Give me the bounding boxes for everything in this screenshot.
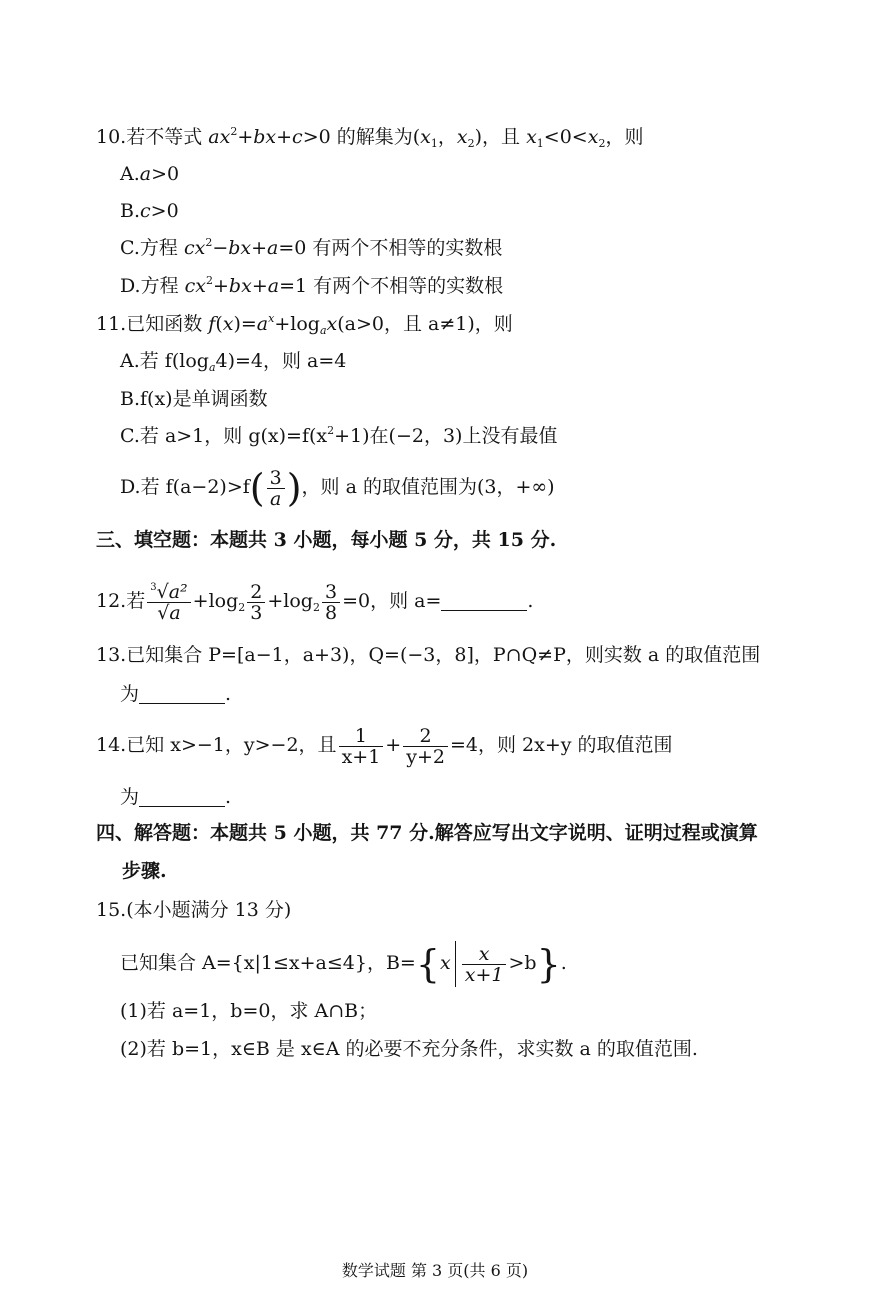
- q15-sets: 已知集合 A={x|1≤x+a≤4}，B={x $\frac{x}{x+1}$ >b}.: [120, 942, 567, 986]
- q12: 12.若 $\frac{^3√a^2}{√a}$ $+\log_2$ $\frac{2}{3}$ $+\log_2$ $\frac{3}{8}$ =0，则 a= .: [96, 580, 534, 624]
- fraction: $\frac{x}{x+1}$: [462, 944, 507, 985]
- q13-line2: 为 .: [120, 683, 232, 705]
- fraction: $\frac{3}{a}$: [267, 468, 285, 509]
- set-builder-bar: [455, 941, 456, 987]
- q11-option-b: B.f(x)是单调函数: [120, 388, 268, 410]
- q14-line1: 14.已知 x>−1，y>−2，且 $\frac{1}{x+1}$ + $\frac{2}{y+2}$ =4，则 2x+y 的取值范围: [96, 724, 673, 768]
- q11-stem: 11.已知函数 $f(x)=a^x+\log_ax(a>0$，且 a≠1)，则: [96, 312, 513, 337]
- fraction: $\frac{2}{3}$: [247, 582, 265, 623]
- fraction: $\frac{3}{8}$: [322, 582, 340, 623]
- q13-line1: 13.已知集合 P=[a−1，a+3)，Q=(−3，8]，P∩Q≠P，则实数 a 的取值范围: [96, 644, 761, 666]
- radical-fraction: $\frac{^3√a^2}{√a}$: [147, 582, 190, 623]
- q15-part1: (1)若 a=1，b=0，求 A∩B；: [120, 1000, 378, 1022]
- q10-option-a: A.a>0: [120, 163, 180, 185]
- q15-header: 15.(本小题满分 13 分): [96, 899, 292, 921]
- answer-blank[interactable]: [441, 592, 527, 611]
- section-4-heading-cont: 步骤.: [122, 860, 167, 882]
- section-3-heading: 三、填空题：本题共 3 小题，每小题 5 分，共 15 分.: [96, 529, 557, 551]
- q11-option-d: D.若 f(a−2)>f( $\frac{3}{a}$ )，则 a 的取值范围为(3，+∞): [120, 466, 555, 510]
- answer-blank[interactable]: [139, 788, 225, 807]
- q10-stem: 10.若不等式 $ax^2+bx+c>0$ 的解集为($x_1$，$x_2$)，且 $x_1<0<x_2$，则: [96, 125, 644, 150]
- q10-option-d: D.方程 $cx^2+bx+a=1$ 有两个不相等的实数根: [120, 274, 504, 297]
- q11-option-c: C.若 a>1，则 $g(x)=f(x^2+1)$在(−2，3)上没有最值: [120, 424, 558, 447]
- q10-option-b: B.c>0: [120, 200, 179, 222]
- answer-blank[interactable]: [139, 685, 225, 704]
- q14-line2: 为 .: [120, 786, 232, 808]
- page-footer: 数学试题 第 3 页(共 6 页): [341, 1261, 529, 1280]
- fraction: $\frac{2}{y+2}$: [403, 726, 448, 767]
- section-4-heading: 四、解答题：本题共 5 小题，共 77 分.解答应写出文字说明、证明过程或演算: [96, 822, 758, 844]
- q11-option-a: A.若 $f(\log_a4)=4$，则 a=4: [120, 350, 347, 374]
- q15-part2: (2)若 b=1，x∈B 是 x∈A 的必要不充分条件，求实数 a 的取值范围.: [120, 1038, 698, 1060]
- q10-option-c: C.方程 $cx^2-bx+a=0$ 有两个不相等的实数根: [120, 236, 503, 259]
- fraction: $\frac{1}{x+1}$: [339, 726, 384, 767]
